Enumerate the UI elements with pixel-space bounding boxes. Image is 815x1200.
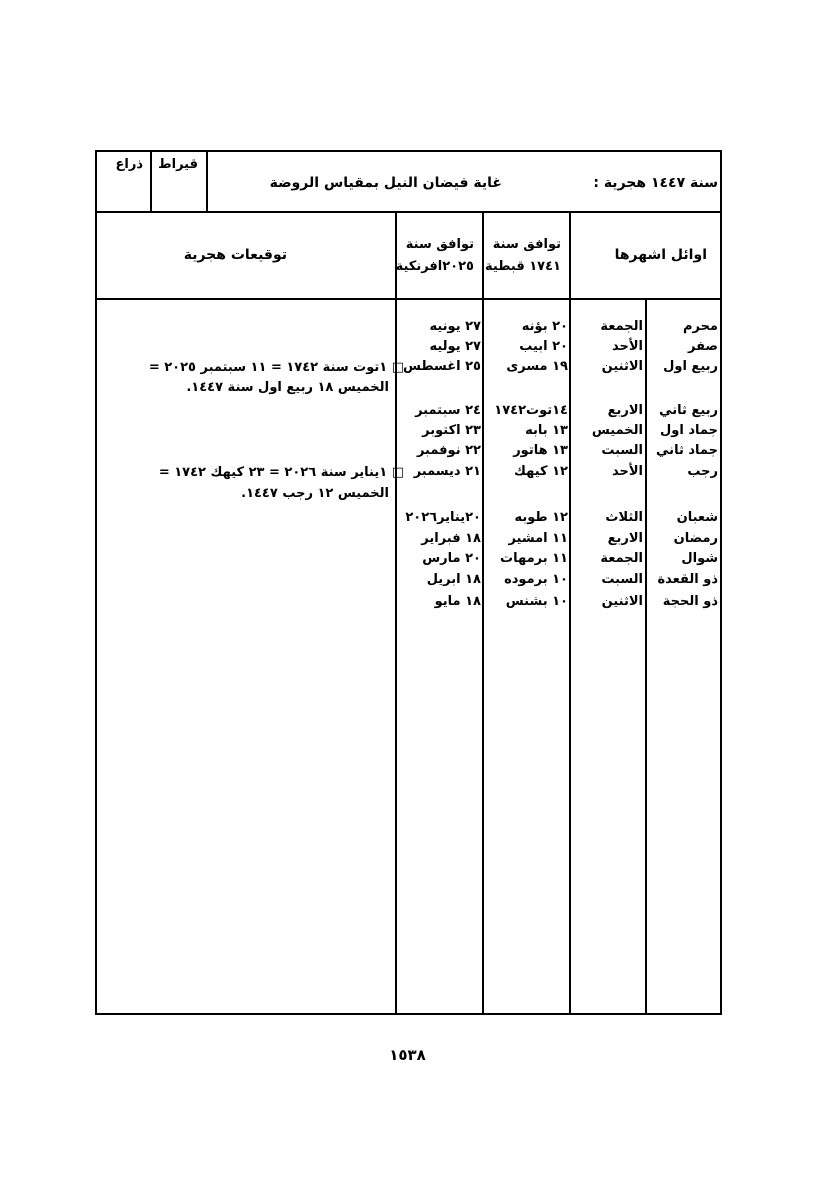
gregorian-date: ٢٠يناير٢٠٢٦ xyxy=(405,510,481,525)
weekday: الجمعة xyxy=(600,551,643,566)
month-name: جماد اول xyxy=(660,423,718,438)
weekday: الثلاث xyxy=(605,510,643,525)
gregorian-date: ٢٠ مارس xyxy=(422,551,481,566)
gregorian-date: ٢١ ديسمبر xyxy=(413,464,481,479)
month-name: رمضان xyxy=(673,531,718,546)
gregorian-column-header-line1: توافق سنة xyxy=(405,237,474,252)
note-2-line-2: الخميس ١٢ رجب ١٤٤٧. xyxy=(241,486,389,501)
column-divider xyxy=(482,211,484,1014)
coptic-date: ١٩ مسرى xyxy=(506,359,568,374)
cell-divider xyxy=(206,150,208,212)
coptic-date: ١٠ بشنس xyxy=(505,594,568,609)
coptic-date: ١٤توت١٧٤٢ xyxy=(494,403,568,418)
cell-divider xyxy=(150,150,152,212)
coptic-date: ١٠ برموده xyxy=(504,572,568,587)
gregorian-date: ٢٣ اكتوبر xyxy=(422,423,481,438)
weekday: الاربع xyxy=(607,531,643,546)
gregorian-date: ٢٧ يونيه xyxy=(429,319,481,334)
weekday: الأحد xyxy=(611,464,643,479)
gregorian-date: ٢٧ يوليه xyxy=(429,339,481,354)
header-divider xyxy=(95,211,722,213)
column-header-divider xyxy=(95,298,722,300)
coptic-date: ١١ برمهات xyxy=(500,551,568,566)
month-name: شوال xyxy=(681,551,718,566)
weekday: الخميس xyxy=(591,423,643,438)
weekday: الاثنين xyxy=(601,359,643,374)
month-name: ربيع اول xyxy=(663,359,718,374)
column-divider xyxy=(645,298,647,1014)
coptic-date: ١١ امشير xyxy=(508,531,568,546)
coptic-column-header-line2: ١٧٤١ قبطية xyxy=(485,259,561,274)
weekday: الجمعة xyxy=(600,319,643,334)
month-name: ربيع ثاني xyxy=(659,403,718,418)
gregorian-date: ٢٢ نوفمبر xyxy=(416,443,481,458)
month-name: ذو القعدة xyxy=(657,572,718,587)
weekday: الاثنين xyxy=(601,594,643,609)
weekday: الاربع xyxy=(607,403,643,418)
note-1-line-2: الخميس ١٨ ربيع اول سنة ١٤٤٧. xyxy=(186,380,389,395)
table-title: غاية فيضان النيل بمقياس الروضة xyxy=(269,175,502,191)
month-name: صفر xyxy=(687,339,718,354)
column-divider xyxy=(395,211,397,1014)
month-name: شعبان xyxy=(676,510,718,525)
coptic-date: ١٣ بابه xyxy=(525,423,568,438)
gregorian-date: ٢٥ اغسطس xyxy=(402,359,481,374)
gregorian-date: ١٨ فبراير xyxy=(421,531,481,546)
coptic-column-header-line1: توافق سنة xyxy=(492,237,561,252)
coptic-date: ٢٠ ابيب xyxy=(519,339,568,354)
dhiraa-label: ذراع xyxy=(115,157,143,172)
weekday: السبت xyxy=(601,572,643,587)
month-name: جماد ثاني xyxy=(656,443,718,458)
note-2-line-1: □ ١يناير سنة ٢٠٢٦ = ٢٣ كيهك ١٧٤٢ = xyxy=(158,465,404,480)
qirat-label: قيراط xyxy=(158,157,198,172)
year-label: سنة ١٤٤٧ هجرية : xyxy=(593,175,718,191)
coptic-date: ٢٠ بؤنه xyxy=(521,319,568,334)
notes-column-header: توقيعات هجرية xyxy=(183,247,287,263)
coptic-date: ١٢ كيهك xyxy=(514,464,568,479)
months-column-header: اوائل اشهرها xyxy=(614,247,707,263)
weekday: السبت xyxy=(601,443,643,458)
gregorian-date: ١٨ مايو xyxy=(434,594,481,609)
gregorian-column-header-line2: ٢٠٢٥افرنكية xyxy=(395,259,474,274)
column-divider xyxy=(569,211,571,1014)
month-name: ذو الحجة xyxy=(662,594,718,609)
gregorian-date: ١٨ ابريل xyxy=(426,572,481,587)
gregorian-date: ٢٤ سبتمبر xyxy=(415,403,481,418)
month-name: محرم xyxy=(682,319,718,334)
weekday: الأحد xyxy=(611,339,643,354)
note-1-line-1: □ ١توت سنة ١٧٤٢ = ١١ سبتمبر ٢٠٢٥ = xyxy=(148,360,404,375)
coptic-date: ١٣ هاتور xyxy=(513,443,568,458)
coptic-date: ١٢ طوبه xyxy=(514,510,568,525)
month-name: رجب xyxy=(687,464,718,479)
page-number: ١٥٣٨ xyxy=(389,1046,426,1064)
